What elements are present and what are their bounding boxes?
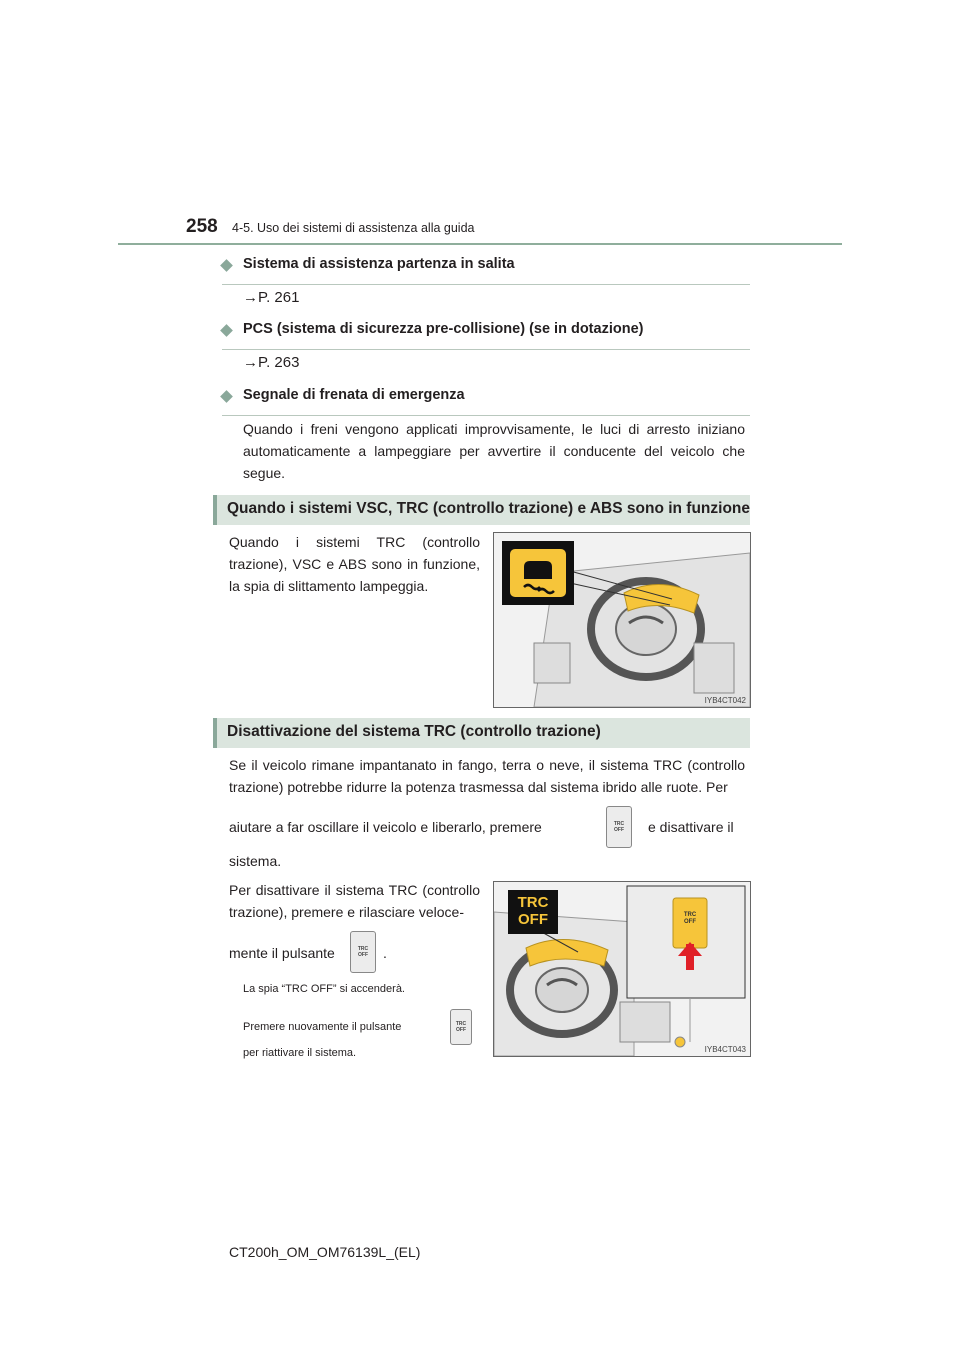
trc-off-text-f-end: . — [383, 945, 387, 961]
trc-off-text-a: Se il veicolo rimane impantanato in fango, terra o neve, il sistema TRC (controllo trazione) potrebbe ridurre la potenza trasmessa dal sistema ibrido alle ruote. Per — [229, 757, 745, 795]
section-band-title: Quando i sistemi VSC, TRC (controllo trazione) e ABS sono in funzione — [227, 500, 751, 517]
subheading-label: Segnale di frenata di emergenza — [243, 387, 465, 403]
subheading-pcs — [222, 321, 750, 350]
page-reference-link[interactable]: →P. 261 — [243, 289, 300, 306]
diamond-bullet-icon — [220, 259, 233, 272]
note-reactivate: per riattivare il sistema. — [243, 1047, 357, 1059]
slip-indicator-text: Quando i sistemi TRC (controllo trazione), VSC e ABS sono in funzione, la spia di slittamento lampeggia. — [229, 534, 480, 594]
page-number: 258 — [186, 216, 218, 237]
emergency-brake-text: Quando i freni vengono applicati improvvisamente, le luci di arresto iniziano automaticamente a lampeggiare per avvertire il conducente del veicolo che segue. — [243, 421, 745, 481]
trc-off-text-b: aiutare a far oscillare il veicolo e liberarlo, premere — [229, 819, 542, 835]
subheading-label: Sistema di assistenza partenza in salita — [243, 256, 515, 272]
trc-off-text-f: mente il pulsante — [229, 945, 335, 961]
section-title: 4-5. Uso dei sistemi di assistenza alla guida — [232, 221, 475, 235]
trc-off-indicator: TRC OFF — [517, 894, 549, 928]
diamond-bullet-icon — [220, 390, 233, 403]
trc-off-text-c: e disattivare il — [648, 819, 734, 835]
trc-off-button-icon: TRC OFF — [350, 931, 376, 973]
trc-off-button-icon: TRC OFF — [606, 806, 632, 848]
header-divider — [118, 243, 842, 245]
note-press-again: Premere nuovamente il pulsante — [243, 1021, 402, 1033]
illustration-slip-indicator — [493, 532, 751, 708]
note-trc-off-indicator: La spia “TRC OFF” si accenderà. — [243, 983, 405, 995]
diamond-bullet-icon — [220, 324, 233, 337]
subheading-hill-start — [222, 256, 750, 285]
trc-off-button-icon: TRC OFF — [450, 1009, 472, 1045]
page-reference-link[interactable]: →P. 263 — [243, 354, 300, 371]
dashboard-drawing — [494, 533, 750, 707]
image-code: IYB4CT043 — [704, 1045, 746, 1054]
subheading-emergency-brake-signal — [222, 387, 750, 416]
section-band-trc-off — [213, 718, 750, 748]
subheading-label: PCS (sistema di sicurezza pre-collisione) (se in dotazione) — [243, 321, 644, 337]
section-band-vsc-trc-abs — [213, 495, 750, 525]
image-code: IYB4CT042 — [704, 696, 746, 705]
footer-document-code: CT200h_OM_OM76139L_(EL) — [229, 1244, 421, 1260]
section-band-title: Disattivazione del sistema TRC (controllo trazione) — [227, 723, 601, 740]
trc-off-text-d: sistema. — [229, 853, 282, 869]
trc-off-button-closeup: TRC OFF — [683, 912, 697, 925]
trc-off-text-e: Per disattivare il sistema TRC (controllo trazione), premere e rilasciare veloce- — [229, 882, 480, 920]
illustration-trc-off — [493, 881, 751, 1057]
